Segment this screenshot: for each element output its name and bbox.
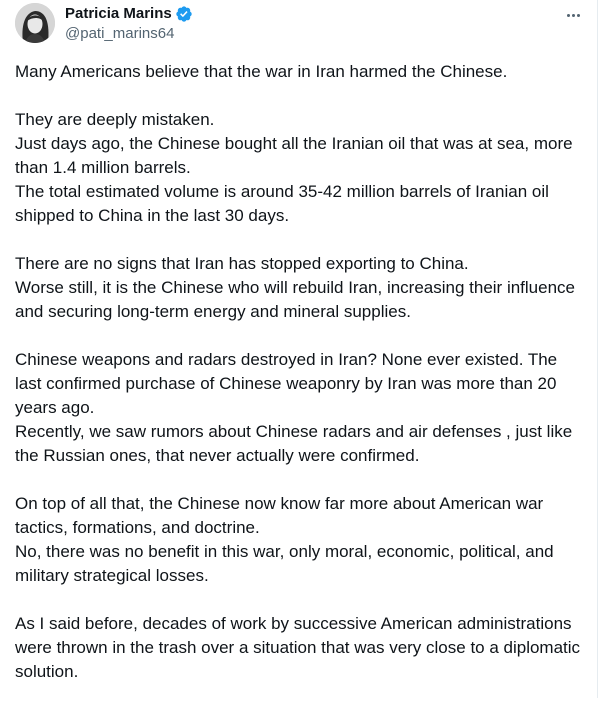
verified-badge-icon [175, 5, 193, 23]
tweet-paragraph [15, 60, 587, 84]
tweet-line: shipped to China in the last 30 days. [15, 206, 290, 225]
tweet-header [15, 3, 585, 47]
tweet-line: the Russian ones, that never actually were confirmed. [15, 446, 420, 465]
tweet-line: Many Americans believe that the war in Iran harmed the Chinese. [15, 62, 508, 81]
tweet-line: Recently, we saw rumors about Chinese radars and air defenses , just like [15, 422, 573, 441]
display-name[interactable]: Patricia Marins [65, 5, 172, 22]
tweet-line: No, there was no benefit in this war, only moral, economic, political, and [15, 542, 554, 561]
tweet-line: and securing long-term energy and mineral supplies. [15, 302, 411, 321]
tweet-line: than 1.4 million barrels. [15, 158, 191, 177]
tweet-line: As I said before, decades of work by successive American administrations [15, 614, 572, 633]
tweet-paragraph [15, 612, 587, 684]
tweet-line: Worse still, it is the Chinese who will rebuild Iran, increasing their influence [15, 278, 575, 297]
tweet-line: last confirmed purchase of Chinese weaponry by Iran was more than 20 [15, 374, 557, 393]
tweet-paragraph [15, 108, 587, 228]
tweet-line: Just days ago, the Chinese bought all the Iranian oil that was at sea, more [15, 134, 573, 153]
more-options-button[interactable] [561, 7, 585, 23]
more-horizontal-icon [567, 14, 570, 17]
tweet-line: years ago. [15, 398, 95, 417]
more-horizontal-icon [577, 14, 580, 17]
tweet-text [15, 60, 587, 708]
tweet-paragraph [15, 348, 587, 468]
author-block [65, 4, 193, 44]
tweet-line: There are no signs that Iran has stopped exporting to China. [15, 254, 469, 273]
tweet-line: Chinese weapons and radars destroyed in Iran? None ever existed. The [15, 350, 558, 369]
tweet-line: were thrown in the trash over a situation that was very close to a diplomatic [15, 638, 581, 657]
tweet-line: On top of all that, the Chinese now know far more about American war [15, 494, 544, 513]
tweet-line: The total estimated volume is around 35-42 million barrels of Iranian oil [15, 182, 549, 201]
tweet-paragraph [15, 252, 587, 324]
tweet-line: tactics, formations, and doctrine. [15, 518, 260, 537]
tweet-line: They are deeply mistaken. [15, 110, 215, 129]
tweet-line: military strategical losses. [15, 566, 209, 585]
name-row [65, 4, 193, 24]
author-handle[interactable]: @pati_marins64 [65, 25, 175, 42]
more-horizontal-icon [572, 14, 575, 17]
tweet-line: solution. [15, 662, 79, 681]
tweet-paragraph [15, 492, 587, 588]
profile-photo-icon [15, 3, 55, 43]
avatar[interactable] [15, 3, 55, 43]
